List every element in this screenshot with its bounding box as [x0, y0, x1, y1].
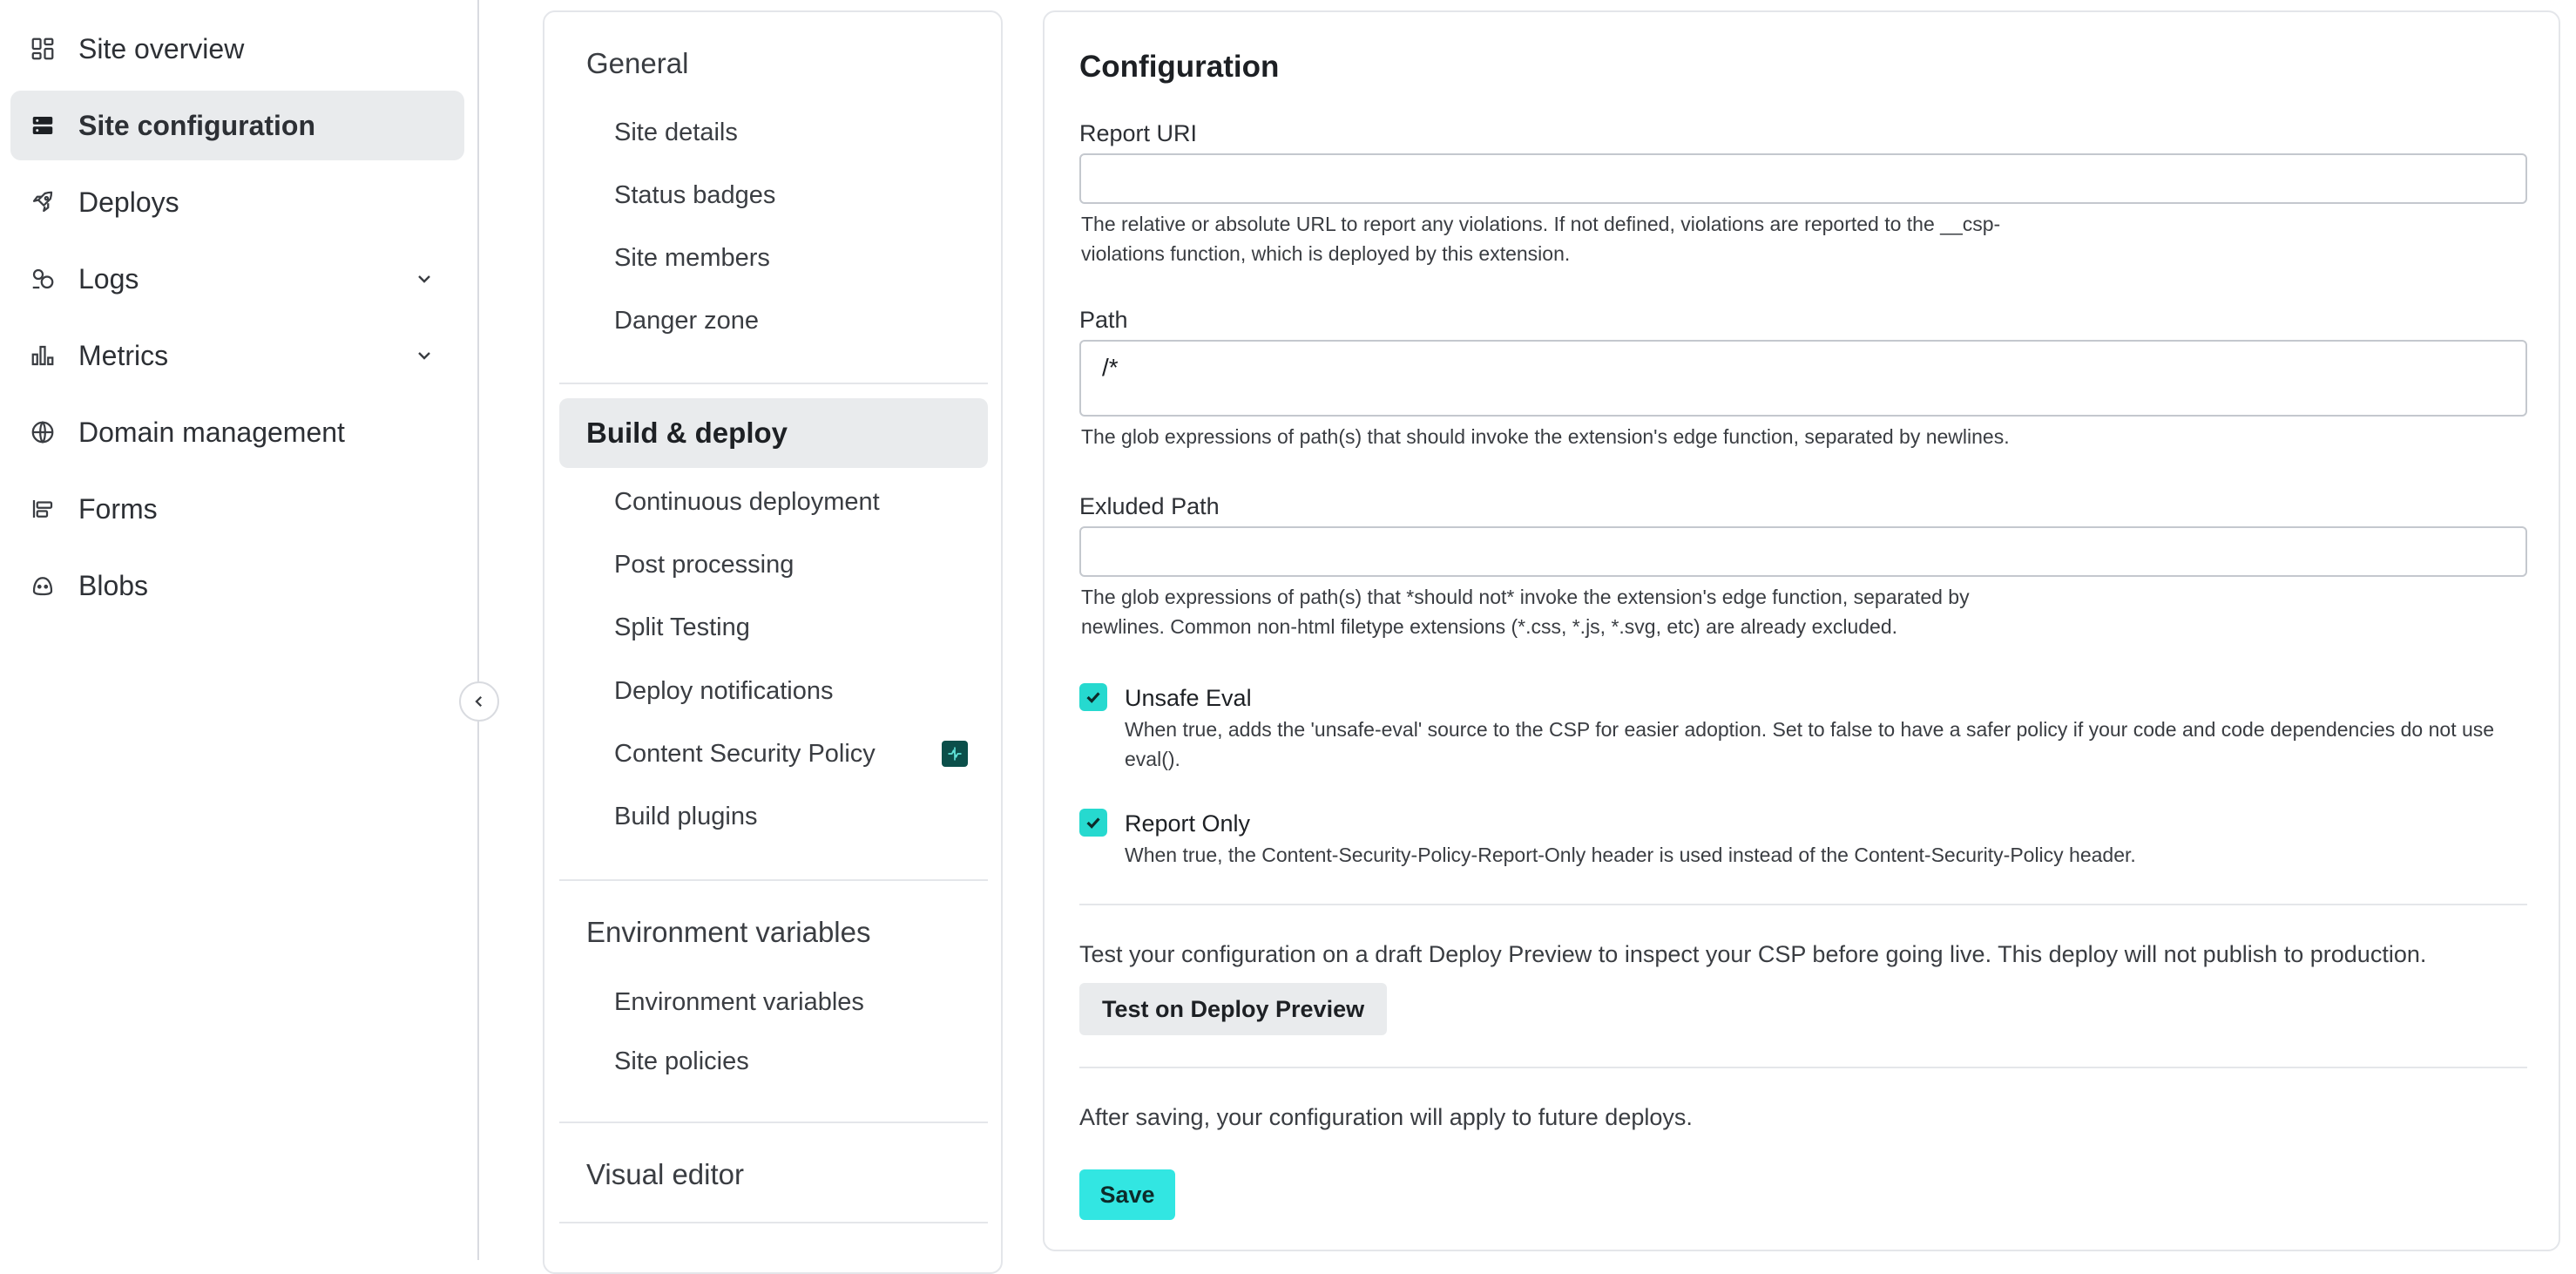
page-title: Configuration: [1079, 50, 1280, 84]
divider: [1079, 1067, 2527, 1068]
divider: [559, 383, 988, 384]
unsafe-eval-help: When true, adds the 'unsafe-eval' source to the CSP for easier adoption. Set to false to have a safer policy if your code and code dependencies do not use eval().: [1125, 718, 2495, 770]
path-textarea[interactable]: [1079, 340, 2527, 417]
save-description: After saving, your configuration will apply to future deploys.: [1079, 1104, 1693, 1130]
report-uri-help: The relative or absolute URL to report any violations. If not defined, violations are reported to the __csp-violations function, which is deployed by this extension.: [1081, 213, 2001, 265]
divider: [559, 879, 988, 881]
subnav-item-deploy-notifications[interactable]: Deploy notifications: [614, 677, 834, 705]
server-icon: [30, 112, 56, 139]
nav-item-site-configuration[interactable]: [10, 91, 464, 160]
subnav-group-visual-editor[interactable]: Visual editor: [586, 1158, 745, 1190]
globe-icon: [30, 419, 56, 445]
subnav-item-environment-variables[interactable]: Environment variables: [614, 988, 864, 1016]
subnav-item-content-security-policy[interactable]: Content Security Policy: [614, 740, 876, 768]
subnav-item-post-processing[interactable]: Post processing: [614, 551, 794, 579]
test-on-deploy-preview-button[interactable]: Test on Deploy Preview: [1079, 983, 1387, 1035]
subnav-item-continuous-deployment[interactable]: Continuous deployment: [614, 488, 880, 516]
nav-item-logs[interactable]: [10, 244, 464, 314]
subnav-item-status-badges[interactable]: Status badges: [614, 181, 776, 209]
report-only-checkbox[interactable]: [1079, 809, 1107, 837]
check-icon: [1084, 688, 1103, 707]
settings-subnav: [543, 10, 1003, 1274]
bar-chart-icon: [30, 342, 56, 369]
test-preview-description: Test your configuration on a draft Deploy Preview to inspect your CSP before going live. This deploy will not publish to production.: [1079, 941, 2427, 967]
configuration-card: [1043, 10, 2560, 1251]
nav-item-site-overview[interactable]: [10, 14, 464, 84]
subnav-item-site-policies[interactable]: Site policies: [614, 1047, 749, 1075]
divider: [559, 1222, 988, 1223]
subnav-group-environment-variables[interactable]: Environment variables: [586, 916, 871, 948]
chevron-down-icon[interactable]: [414, 268, 435, 289]
extension-badge-icon: [942, 741, 968, 767]
report-only-label[interactable]: Report Only: [1125, 810, 1251, 837]
report-uri-label: Report URI: [1079, 120, 1198, 146]
chevron-down-icon[interactable]: [414, 345, 435, 366]
check-icon: [1084, 813, 1103, 832]
path-help: The glob expressions of path(s) that should invoke the extension's edge function, separated by newlines.: [1081, 425, 2010, 448]
subnav-item-build-plugins[interactable]: Build plugins: [614, 803, 758, 830]
collapse-sidebar-button[interactable]: [459, 681, 499, 722]
blobs-icon: [30, 573, 56, 599]
excluded-path-label: Exluded Path: [1079, 493, 1220, 519]
grid-icon: [30, 36, 56, 62]
left-nav: [0, 0, 479, 1260]
subnav-item-site-members[interactable]: Site members: [614, 244, 770, 272]
chevron-left-icon: [471, 694, 487, 709]
subnav-group-general[interactable]: General: [586, 47, 689, 79]
nav-item-deploys[interactable]: [10, 167, 464, 237]
nav-label: Blobs: [78, 569, 149, 601]
subnav-item-site-details[interactable]: Site details: [614, 119, 738, 146]
save-button[interactable]: Save: [1079, 1169, 1175, 1220]
logs-icon: [30, 266, 56, 292]
nav-label: Logs: [78, 262, 139, 295]
rocket-icon: [30, 189, 56, 215]
divider: [1079, 904, 2527, 905]
nav-item-domain-management[interactable]: [10, 397, 464, 467]
unsafe-eval-label[interactable]: Unsafe Eval: [1125, 685, 1252, 711]
nav-label: Site overview: [78, 32, 245, 64]
nav-label: Site configuration: [78, 109, 315, 141]
nav-label: Metrics: [78, 339, 169, 371]
nav-label: Domain management: [78, 416, 345, 448]
subnav-item-split-testing[interactable]: Split Testing: [614, 613, 750, 641]
path-label: Path: [1079, 307, 1128, 333]
nav-item-metrics[interactable]: [10, 321, 464, 390]
divider: [559, 1122, 988, 1123]
report-uri-input[interactable]: [1079, 153, 2527, 204]
excluded-path-input[interactable]: [1079, 526, 2527, 577]
report-only-help: When true, the Content-Security-Policy-Report-Only header is used instead of the Content-Security-Policy header.: [1125, 844, 2136, 866]
nav-label: Deploys: [78, 186, 179, 218]
subnav-group-build-deploy[interactable]: Build & deploy: [559, 398, 988, 468]
unsafe-eval-checkbox[interactable]: [1079, 683, 1107, 711]
nav-item-forms[interactable]: [10, 474, 464, 544]
nav-label: Forms: [78, 492, 158, 525]
nav-item-blobs[interactable]: [10, 551, 464, 620]
forms-icon: [30, 496, 56, 522]
subnav-item-danger-zone[interactable]: Danger zone: [614, 307, 760, 335]
excluded-path-help: The glob expressions of path(s) that *should not* invoke the extension's edge function, separated by newlines. Common non-html filetype extensions (*.css, *.js, *.svg, etc) are already excluded.: [1081, 586, 1970, 638]
